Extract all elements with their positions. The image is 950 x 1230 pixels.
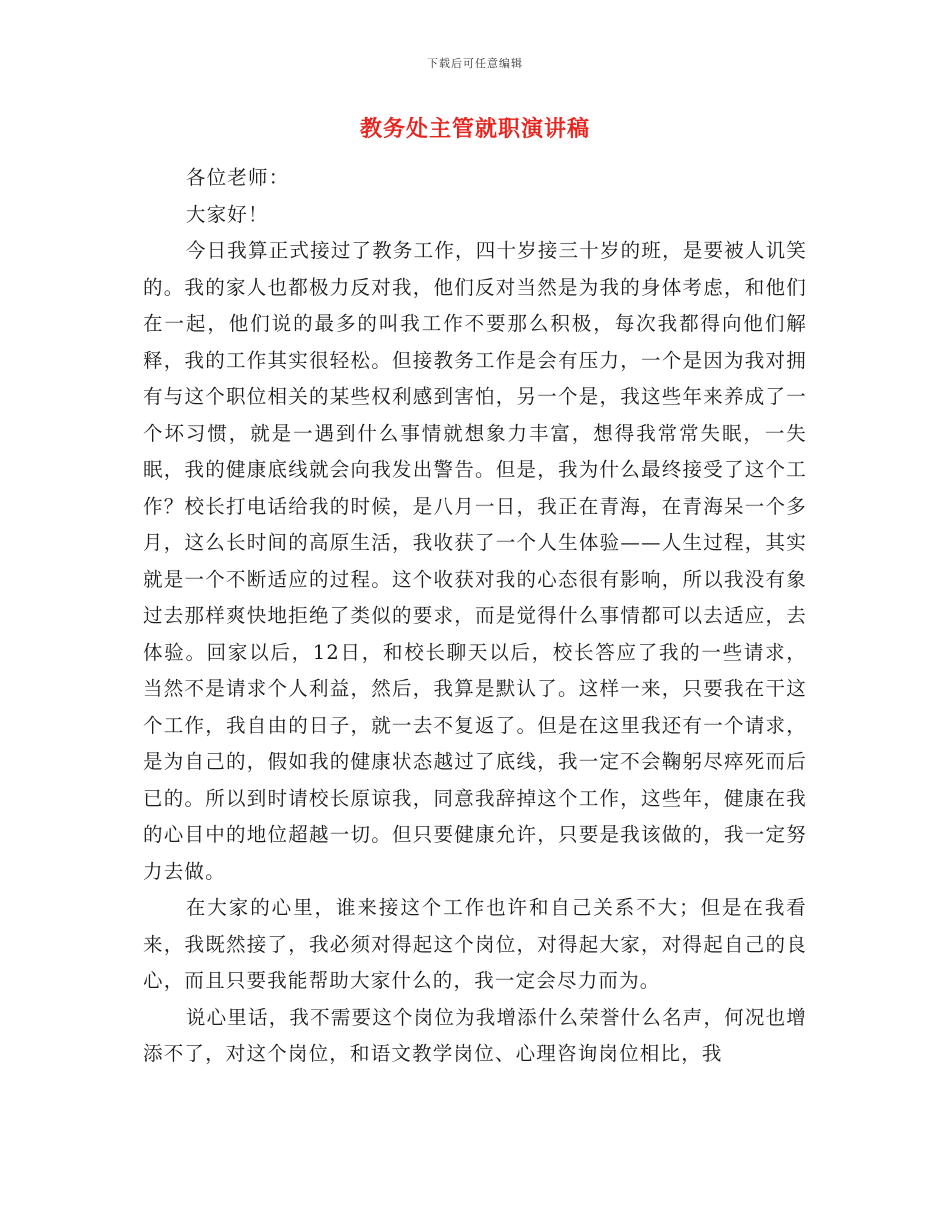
paragraph-greeting: 大家好！ <box>185 202 269 226</box>
paragraph-1: 今日我算正式接过了教务工作，四十岁接三十岁的班，是要被人讥笑的。我的家人也都极力反对我，他们反对当然是为我的身体考虑，和他们在一起，他们说的最多的叫我工作不要那么积极，每次我都得向他们解释，我的工作其实很轻松。但接教务工作是会有压力，一个是因为我对拥有与这个职位相关的某些权利感到害怕，另一个是，我这些年来养成了一个坏习惯，就是一遇到什么事情就想象力丰富，想得我常常失眠，一失眠，我的健康底线就会向我发出警告。但是，我为什么最终接受了这个工作？校长打电话给我的时候，是八月一日，我正在青海，在青海呆一个多月，这么长时间的高原生活，我收获了一个人生体验——人生过程，其实就是一个不断适应的过程。这个收获对我的心态很有影响，所以我没有象过去那样爽快地拒绝了类似的要求，而是觉得什么事情都可以去适应，去体验。回家以后，12日，和校长聊天以后，校长答应了我的一些请求，当然不是请求个人利益，然后，我算是默认了。这样一来，只要我在干这个工作，我自由的日子，就一去不复返了。但是在这里我还有一个请求，是为自己的，假如我的健康状态越过了底线，我一定不会鞠躬尽瘁死而后已的。所以到时请校长原谅我，同意我辞掉这个工作，这些年，健康在我的心目中的地位超越一切。但只要健康允许，只要是我该做的，我一定努力去做。 <box>143 239 807 883</box>
paragraph-2: 在大家的心里，谁来接这个工作也许和自己关系不大；但是在我看来，我既然接了，我必须对得起这个岗位，对得起大家，对得起自己的良心，而且只要我能帮助大家什么的，我一定会尽力而为。 <box>143 896 807 992</box>
document-body <box>143 160 807 1073</box>
header-note: 下载后可任意编辑 <box>427 57 523 70</box>
paragraph-3: 说心里话，我不需要这个岗位为我增添什么荣誉什么名声，何况也增添不了，对这个岗位，和语文教学岗位、心理咨询岗位相比，我 <box>143 1005 807 1065</box>
paragraph-salutation: 各位老师： <box>185 166 290 189</box>
document-title: 教务处主管就职演讲稿 <box>359 116 590 142</box>
